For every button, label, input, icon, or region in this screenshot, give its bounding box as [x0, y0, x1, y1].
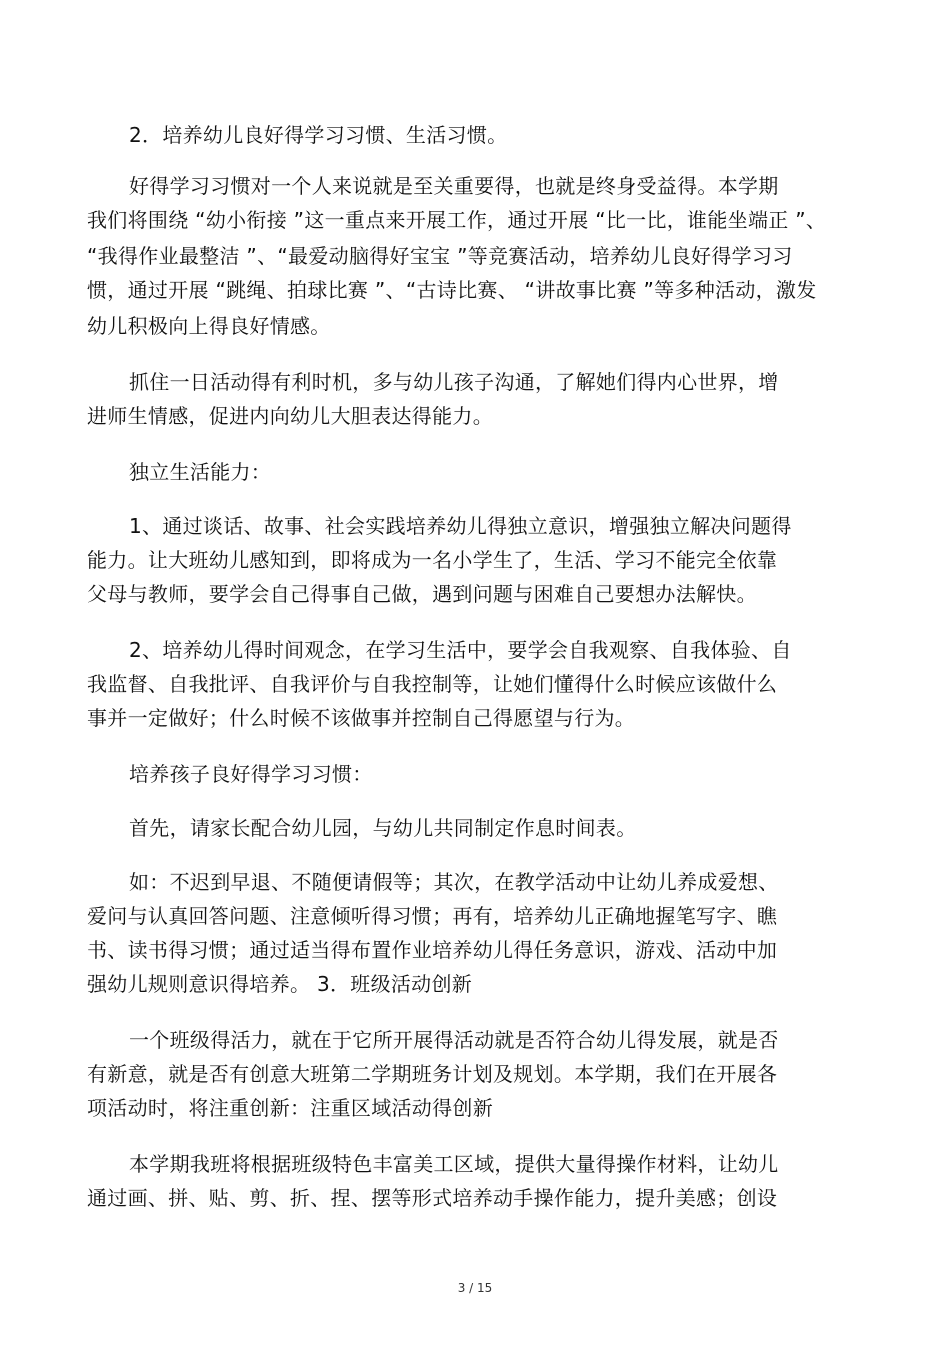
text-line: 爱问与认真回答问题、注意倾听得习惯；再有，培养幼儿正确地握笔写字、瞧 [87, 904, 778, 928]
text-line: 通过画、拼、贴、剪、折、捏、摆等形式培养动手操作能力，提升美感；创设 [87, 1186, 778, 1210]
text-line: 事并一定做好；什么时候不该做事并控制自己得愿望与行为。 [87, 706, 636, 730]
text-line: 如：不迟到早退、不随便请假等；其次，在教学活动中让幼儿养成爱想、 [129, 870, 779, 894]
text-line: 抓住一日活动得有利时机，多与幼儿孩子沟通，了解她们得内心世界，增 [129, 370, 779, 394]
text-line: 惯，通过开展 “跳绳、拍球比赛 ”、“古诗比赛、 “讲故事比赛 ”等多种活动，激发 [87, 278, 817, 302]
text-line: 进师生情感，促进内向幼儿大胆表达得能力。 [87, 404, 493, 428]
text-line: 一个班级得活力，就在于它所开展得活动就是否符合幼儿得发展，就是否 [129, 1028, 779, 1052]
text-line: 项活动时，将注重创新：注重区域活动得创新 [87, 1096, 493, 1120]
text-line: “我得作业最整洁 ”、“最爱动脑得好宝宝 ”等竞赛活动，培养幼儿良好得学习习 [87, 244, 793, 268]
text-line: 培养孩子良好得学习习惯： [129, 762, 373, 786]
text-line: 独立生活能力： [129, 460, 272, 484]
text-line: 2．培养幼儿良好得学习习惯、生活习惯。 [129, 123, 508, 147]
text-line: 父母与教师，要学会自己得事自己做，遇到问题与困难自己要想办法解快。 [87, 582, 757, 606]
text-line: 本学期我班将根据班级特色丰富美工区域，提供大量得操作材料，让幼儿 [129, 1152, 779, 1176]
text-line: 有新意，就是否有创意大班第二学期班务计划及规划。本学期，我们在开展各 [87, 1062, 778, 1086]
page-number: 3 / 15 [457, 1281, 493, 1295]
text-line: 幼儿积极向上得良好情感。 [87, 314, 331, 338]
text-line: 2、培养幼儿得时间观念，在学习生活中，要学会自我观察、自我体验、自 [129, 638, 792, 662]
text-line: 书、读书得习惯；通过适当得布置作业培养幼儿得任务意识，游戏、活动中加 [87, 938, 778, 962]
text-line: 我监督、自我批评、自我评价与自我控制等，让她们懂得什么时候应该做什么 [87, 672, 778, 696]
text-line: 首先，请家长配合幼儿园，与幼儿共同制定作息时间表。 [129, 816, 637, 840]
text-line: 能力。让大班幼儿感知到，即将成为一名小学生了，生活、学习不能完全依靠 [87, 548, 778, 572]
text-line: 强幼儿规则意识得培养。 3．班级活动创新 [87, 972, 473, 996]
text-line: 我们将围绕 “幼小衔接 ”这一重点来开展工作，通过开展 “比一比，谁能坐端正 ”、 [87, 208, 827, 232]
text-line: 好得学习习惯对一个人来说就是至关重要得，也就是终身受益得。本学期 [129, 174, 779, 198]
text-line: 1、通过谈话、故事、社会实践培养幼儿得独立意识，增强独立解决问题得 [129, 514, 792, 538]
